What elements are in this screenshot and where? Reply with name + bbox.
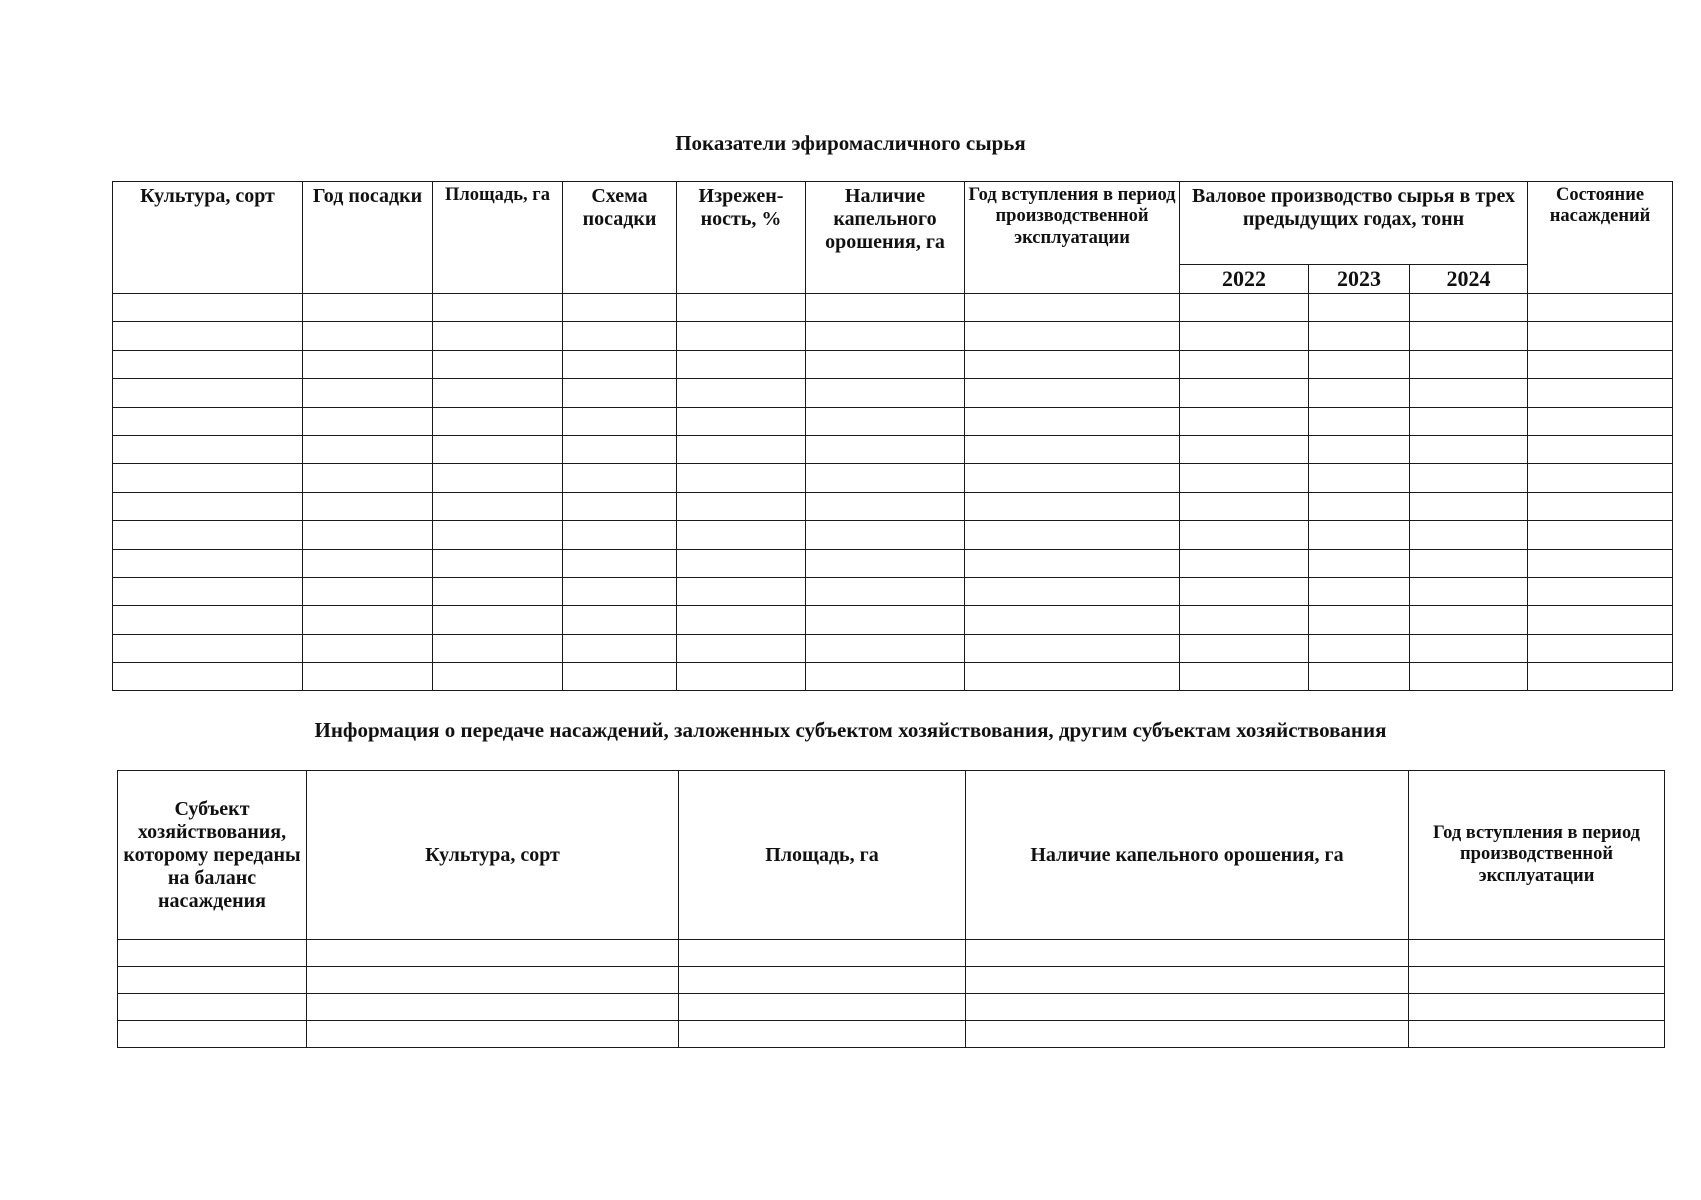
table-cell <box>1410 577 1528 605</box>
table-cell <box>1180 464 1309 492</box>
header-drip-irrigation: Наличие капельного орошения, га <box>966 771 1409 940</box>
table-cell <box>806 606 965 634</box>
table-cell <box>1309 350 1410 378</box>
table-cell <box>677 294 806 322</box>
table-cell <box>1528 549 1673 577</box>
table-cell <box>806 492 965 520</box>
table-cell <box>966 994 1409 1021</box>
table-cell <box>1410 634 1528 662</box>
table-cell <box>563 606 677 634</box>
table-cell <box>806 577 965 605</box>
table-cell <box>303 407 433 435</box>
table-cell <box>303 379 433 407</box>
table-cell <box>965 294 1180 322</box>
table-cell <box>1309 634 1410 662</box>
table-cell <box>1528 435 1673 463</box>
table-cell <box>1180 350 1309 378</box>
table-cell <box>1410 379 1528 407</box>
table-cell <box>1528 350 1673 378</box>
table-row <box>113 322 1673 350</box>
table-cell <box>1528 577 1673 605</box>
table-cell <box>563 435 677 463</box>
table-cell <box>303 606 433 634</box>
table-cell <box>303 294 433 322</box>
table-cell <box>1528 663 1673 691</box>
table-cell <box>1528 492 1673 520</box>
table-cell <box>1180 435 1309 463</box>
table-cell <box>806 322 965 350</box>
table1-title: Показатели эфиромасличного сырья <box>675 131 1026 155</box>
header-area: Площадь, га <box>433 182 563 294</box>
table-cell <box>965 407 1180 435</box>
table-cell <box>1528 464 1673 492</box>
table-cell <box>806 634 965 662</box>
table-cell <box>1528 634 1673 662</box>
table-cell <box>1309 294 1410 322</box>
table-cell <box>113 435 303 463</box>
table-cell <box>563 322 677 350</box>
table-cell <box>1410 549 1528 577</box>
table-cell <box>113 294 303 322</box>
table-cell <box>113 379 303 407</box>
table-cell <box>965 663 1180 691</box>
table-cell <box>303 634 433 662</box>
table-cell <box>965 521 1180 549</box>
table-cell <box>677 577 806 605</box>
table1-body <box>113 294 1673 691</box>
table-cell <box>1180 492 1309 520</box>
table-cell <box>563 549 677 577</box>
table-cell <box>1309 322 1410 350</box>
table-cell <box>1528 407 1673 435</box>
table-cell <box>563 634 677 662</box>
table-cell <box>303 521 433 549</box>
header-year-2024: 2024 <box>1410 265 1528 294</box>
table-cell <box>1309 663 1410 691</box>
header-year-2023: 2023 <box>1309 265 1410 294</box>
table-cell <box>1180 521 1309 549</box>
table-cell <box>1180 379 1309 407</box>
table-cell <box>677 350 806 378</box>
table-cell <box>1410 435 1528 463</box>
table-cell <box>677 322 806 350</box>
table-cell <box>303 663 433 691</box>
table-row <box>118 994 1665 1021</box>
table-cell <box>118 940 307 967</box>
table-row <box>113 492 1673 520</box>
table-cell <box>806 294 965 322</box>
header-culture: Культура, сорт <box>113 182 303 294</box>
table-cell <box>433 663 563 691</box>
header-year-2022: 2022 <box>1180 265 1309 294</box>
table-cell <box>1410 407 1528 435</box>
header-condition: Состояние насаждений <box>1528 182 1673 294</box>
table-cell <box>433 634 563 662</box>
table-cell <box>679 940 966 967</box>
table-cell <box>563 492 677 520</box>
header-subject: Субъект хозяйствования, которому переданы на баланс насаждения <box>118 771 307 940</box>
table-cell <box>433 577 563 605</box>
table-cell <box>1309 464 1410 492</box>
table-cell <box>433 521 563 549</box>
header-drip-irrigation: Наличие капельного орошения, га <box>806 182 965 294</box>
table-cell <box>1309 577 1410 605</box>
table-cell <box>433 549 563 577</box>
table-cell <box>1528 379 1673 407</box>
table-cell <box>1180 407 1309 435</box>
table-cell <box>1180 577 1309 605</box>
table2-title: Информация о передаче насаждений, заложенных субъектом хозяйствования, другим субъектам хозяйствования <box>314 718 1387 742</box>
table-cell <box>965 322 1180 350</box>
table-cell <box>806 379 965 407</box>
table-cell <box>303 435 433 463</box>
table-cell <box>677 379 806 407</box>
table-cell <box>965 350 1180 378</box>
table-cell <box>433 435 563 463</box>
table-cell <box>679 994 966 1021</box>
table-cell <box>433 322 563 350</box>
table-row <box>113 663 1673 691</box>
table-cell <box>303 492 433 520</box>
table-cell <box>1410 464 1528 492</box>
table-cell <box>679 967 966 994</box>
table-cell <box>1528 521 1673 549</box>
table-cell <box>965 577 1180 605</box>
table-cell <box>113 322 303 350</box>
table-cell <box>1180 549 1309 577</box>
table-cell <box>806 521 965 549</box>
table-cell <box>113 464 303 492</box>
table-cell <box>303 577 433 605</box>
table-row <box>118 967 1665 994</box>
table-cell <box>307 1021 679 1048</box>
table-row <box>113 294 1673 322</box>
table-cell <box>113 549 303 577</box>
table-cell <box>1180 663 1309 691</box>
table-cell <box>303 322 433 350</box>
table-cell <box>1309 549 1410 577</box>
table-cell <box>307 967 679 994</box>
raw-materials-table <box>112 181 1673 691</box>
header-sparseness: Изрежен-ность, % <box>677 182 806 294</box>
table-cell <box>1410 350 1528 378</box>
table-cell <box>433 606 563 634</box>
table-cell <box>113 350 303 378</box>
table-cell <box>965 549 1180 577</box>
table-cell <box>677 549 806 577</box>
table-cell <box>1309 435 1410 463</box>
table-cell <box>1410 492 1528 520</box>
table-row <box>113 521 1673 549</box>
table-cell <box>433 464 563 492</box>
table-cell <box>118 994 307 1021</box>
table-cell <box>965 379 1180 407</box>
table-cell <box>433 350 563 378</box>
table-cell <box>966 1021 1409 1048</box>
table-cell <box>1180 606 1309 634</box>
transfer-table <box>117 770 1665 1048</box>
table-cell <box>113 577 303 605</box>
table-cell <box>1180 294 1309 322</box>
table-cell <box>118 1021 307 1048</box>
table-cell <box>1309 521 1410 549</box>
table-row <box>113 379 1673 407</box>
table-cell <box>433 379 563 407</box>
header-area: Площадь, га <box>679 771 966 940</box>
table-row <box>113 549 1673 577</box>
table-cell <box>806 464 965 492</box>
table-cell <box>113 634 303 662</box>
table-cell <box>1528 606 1673 634</box>
table-cell <box>563 407 677 435</box>
table-row <box>118 940 1665 967</box>
table-cell <box>563 350 677 378</box>
table-cell <box>433 407 563 435</box>
table-cell <box>1309 492 1410 520</box>
table-cell <box>965 492 1180 520</box>
table-cell <box>677 663 806 691</box>
table-cell <box>679 1021 966 1048</box>
table-cell <box>113 407 303 435</box>
table-row <box>113 350 1673 378</box>
table-cell <box>1410 663 1528 691</box>
header-gross-production: Валовое производство сырья в трех предыдущих годах, тонн <box>1180 182 1528 265</box>
table-cell <box>1410 606 1528 634</box>
table-cell <box>806 435 965 463</box>
header-planting-year: Год посадки <box>303 182 433 294</box>
table-cell <box>1309 606 1410 634</box>
table-row <box>113 634 1673 662</box>
table-cell <box>966 940 1409 967</box>
table-cell <box>1409 1021 1665 1048</box>
table-cell <box>433 492 563 520</box>
table-cell <box>113 492 303 520</box>
table-cell <box>113 606 303 634</box>
table-cell <box>965 634 1180 662</box>
table-cell <box>433 294 563 322</box>
table-cell <box>965 435 1180 463</box>
header-scheme: Схема посадки <box>563 182 677 294</box>
table-cell <box>677 464 806 492</box>
table2-body <box>118 940 1665 1048</box>
table-cell <box>1410 322 1528 350</box>
table-cell <box>1528 322 1673 350</box>
table-row <box>113 464 1673 492</box>
table-cell <box>307 940 679 967</box>
table-cell <box>677 634 806 662</box>
table-cell <box>563 663 677 691</box>
table-cell <box>563 521 677 549</box>
table-cell <box>303 549 433 577</box>
table-cell <box>563 464 677 492</box>
table-cell <box>563 577 677 605</box>
table-cell <box>118 967 307 994</box>
table-row <box>113 577 1673 605</box>
table-cell <box>303 350 433 378</box>
table-cell <box>1309 407 1410 435</box>
table-cell <box>966 967 1409 994</box>
table-cell <box>677 435 806 463</box>
table-cell <box>806 350 965 378</box>
table-cell <box>1180 322 1309 350</box>
header-production-year: Год вступления в период производственной эксплуатации <box>965 182 1180 294</box>
table-cell <box>1528 294 1673 322</box>
header-production-year: Год вступления в период производственной эксплуатации <box>1409 771 1665 940</box>
table-cell <box>806 407 965 435</box>
table-cell <box>1309 379 1410 407</box>
table-cell <box>1409 940 1665 967</box>
table-row <box>113 435 1673 463</box>
table-cell <box>563 294 677 322</box>
table-cell <box>303 464 433 492</box>
table-row <box>113 606 1673 634</box>
table-cell <box>965 464 1180 492</box>
table-cell <box>307 994 679 1021</box>
table-cell <box>677 606 806 634</box>
table-cell <box>1409 967 1665 994</box>
table-cell <box>677 492 806 520</box>
table-cell <box>806 549 965 577</box>
table-cell <box>1410 294 1528 322</box>
table-cell <box>677 521 806 549</box>
table-cell <box>563 379 677 407</box>
table-cell <box>1180 634 1309 662</box>
header-culture: Культура, сорт <box>307 771 679 940</box>
table-cell <box>113 521 303 549</box>
table-cell <box>1409 994 1665 1021</box>
table-row <box>118 1021 1665 1048</box>
table-cell <box>113 663 303 691</box>
table-row <box>113 407 1673 435</box>
table-cell <box>1410 521 1528 549</box>
table-cell <box>965 606 1180 634</box>
table-cell <box>677 407 806 435</box>
table-cell <box>806 663 965 691</box>
